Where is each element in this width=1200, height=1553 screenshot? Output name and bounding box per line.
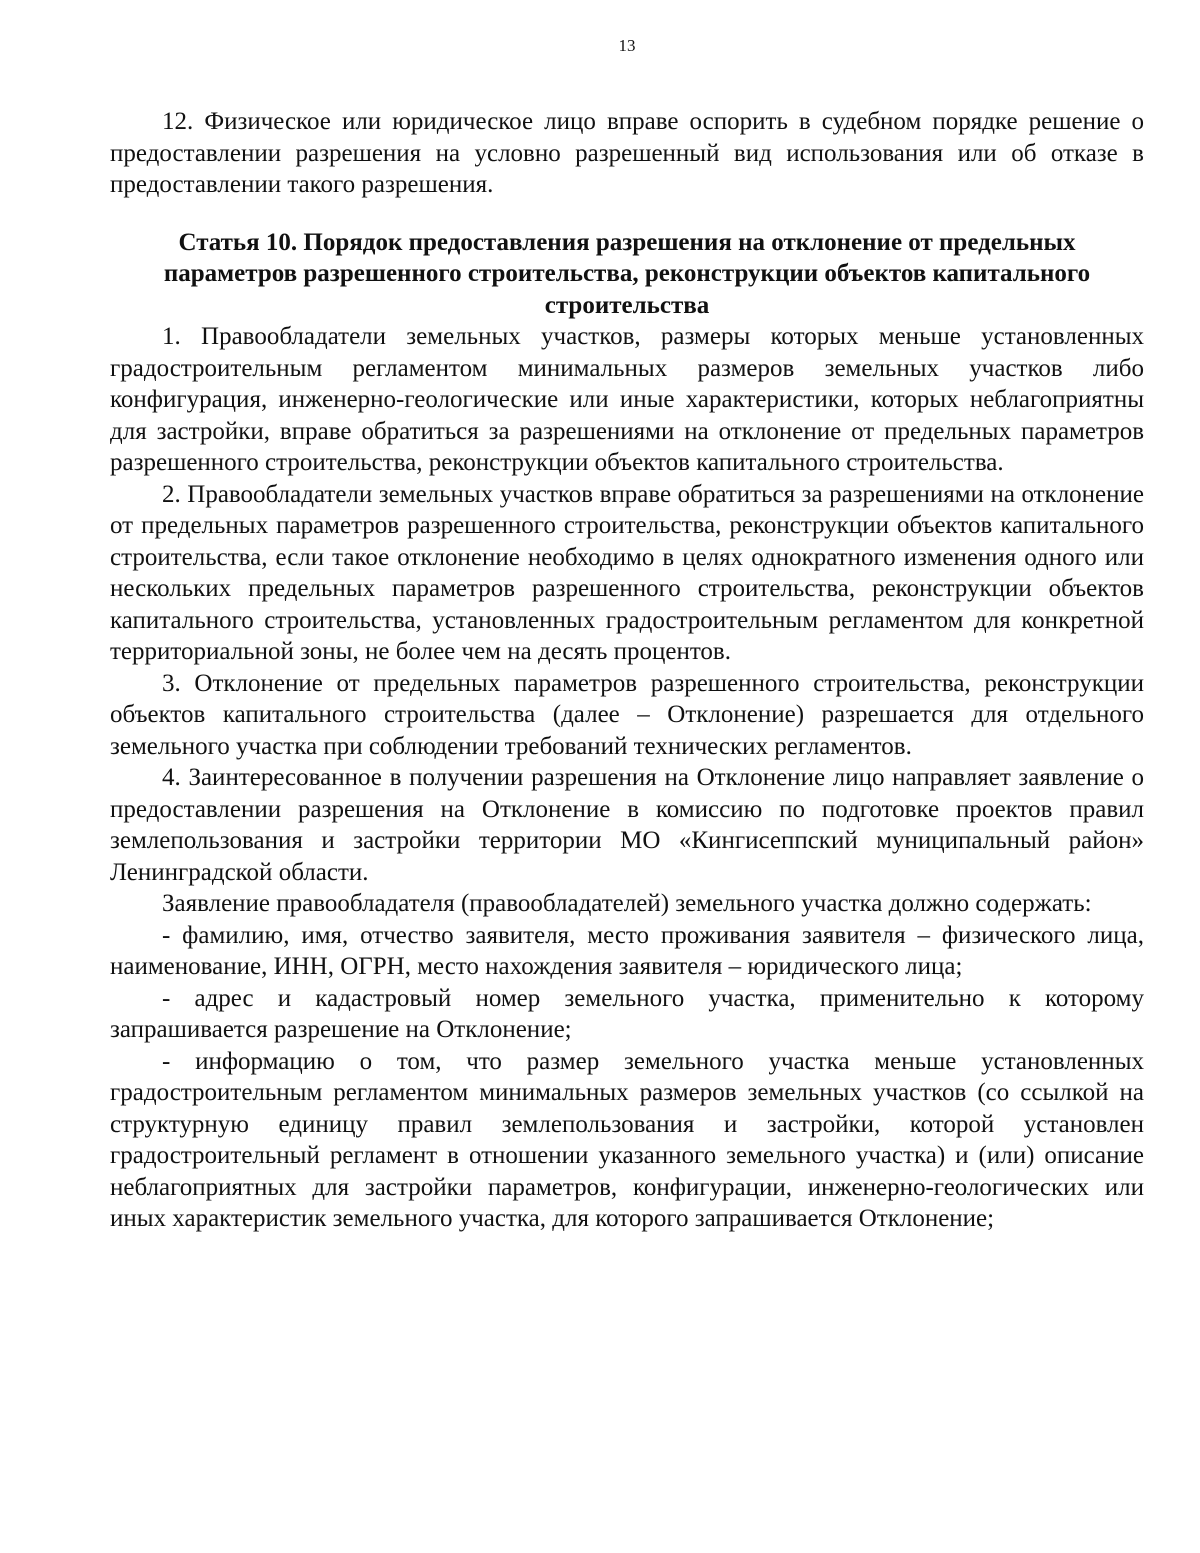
page-number: 13 (618, 36, 636, 55)
list-item-plot-characteristics: - информацию о том, что размер земельного участка меньше установленных градостроительным регламентом минимальных размеров земельных участков (со ссылкой на структурную единицу правил землепользования и застройки, которой установлен градостроительный регламент в отношении указанного земельного участка) и (или) описание неблагоприятных для застройки параметров, конфигурации, инженерно-геологических или иных характеристик земельного участка, для которого запрашивается Отклонение; (110, 1047, 1144, 1232)
list-item-applicant-info: - фамилию, имя, отчество заявителя, место проживания заявителя – физического лица, наименование, ИНН, ОГРН, место нахождения заявителя – юридического лица; (110, 921, 1144, 980)
article-paragraph-4: 4. Заинтересованное в получении разрешения на Отклонение лицо направляет заявление о предоставлении разрешения на Отклонение в комиссию по подготовке проектов правил землепользования и застройки территории МО «Кингисеппский муниципальный район» Ленинградской области. (110, 764, 1144, 886)
article-paragraph-2: 2. Правообладатели земельных участков вправе обратиться за разрешениями на отклонение от предельных параметров разрешенного строительства, реконструкции объектов капитального строительства, если такое отклонение необходимо в целях однократного изменения одного или нескольких предельных параметров разрешенного строительства, реконструкции объектов капитального строительства, установленных градостроительным регламентом для конкретной территориальной зоны, не более чем на десять процентов. (110, 480, 1144, 665)
application-requirements-intro: Заявление правообладателя (правообладателей) земельного участка должно содержать: (162, 890, 1092, 917)
paragraph-12: 12. Физическое или юридическое лицо вправе оспорить в судебном порядке решение о предоставлении разрешения на условно разрешенный вид использования или об отказе в предоставлении такого разрешения. (110, 108, 1144, 198)
list-item-address-cadastral: - адрес и кадастровый номер земельного участка, применительно к которому запрашивается разрешение на Отклонение; (110, 984, 1144, 1043)
document-page (110, 36, 1144, 1235)
article-paragraph-3: 3. Отклонение от предельных параметров разрешенного строительства, реконструкции объектов капитального строительства (далее – Отклонение) разрешается для отдельного земельного участка при соблюдении требований технических регламентов. (110, 669, 1144, 760)
article-paragraph-1: 1. Правообладатели земельных участков, размеры которых меньше установленных градостроительным регламентом минимальных размеров земельных участков либо конфигурация, инженерно-геологические или иные характеристики, которых неблагоприятны для застройки, вправе обратиться за разрешениями на отклонение от предельных параметров разрешенного строительства, реконструкции объектов капитального строительства. (110, 323, 1144, 476)
article-10-heading: Статья 10. Порядок предоставления разрешения на отклонение от предельных параметров разрешенного строительства, реконструкции объектов капитального строительства (163, 228, 1091, 319)
